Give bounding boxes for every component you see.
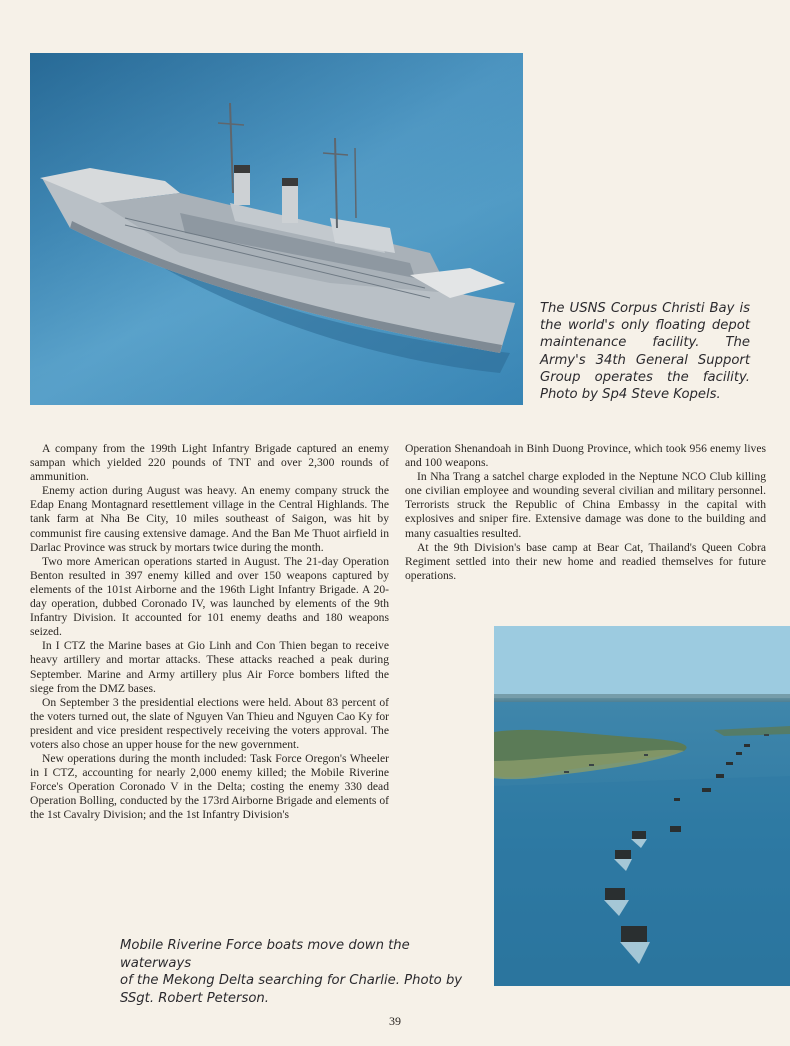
paragraph: On September 3 the presidential elections were held. About 83 percent of the voters turned out, the slate of Nguyen Van Thieu and Nguyen Cao Ky for president and vice president respectively receiving the voters approval. The voters also chose an upper house for the new government.	[30, 695, 389, 751]
ship-photo	[30, 53, 523, 405]
riverine-boats-photo	[494, 626, 790, 986]
paragraph: Enemy action during August was heavy. An enemy company struck the Edap Enang Montagnard resettlement village in the Central Highlands. The tank farm at Nha Be City, 10 miles southeast of Saigon, was hit by communist fire causing extensive damage. And the Ban Me Thuot airfield in Darlac Province was struck by mortars twice during the month.	[30, 484, 389, 554]
paragraph: Operation Shenandoah in Binh Duong Province, which took 956 enemy lives and 100 weapons.	[405, 442, 766, 470]
caption-line: SSgt. Robert Peterson.	[120, 990, 269, 1006]
caption-line: maintenance facility. The	[540, 335, 750, 351]
paragraph: A company from the 199th Light Infantry Brigade captured an enemy sampan which yielded 220 pounds of TNT and over 2,300 rounds of ammunition.	[30, 442, 389, 484]
caption-line: Group operates the facility.	[540, 369, 750, 385]
caption-line: Photo by Sp4 Steve Kopels.	[540, 387, 721, 403]
ship-photo-caption	[540, 300, 750, 403]
paragraph: Two more American operations started in August. The 21-day Operation Benton resulted in 397 enemy killed and over 150 weapons captured by elements of the 101st Airborne and the 196th Light Infantry Brigade. A 20-day operation, dubbed Coronado IV, was launched by elements of the 9th Infantry Division. It accounted for 101 enemy deaths and 180 weapons seized.	[30, 554, 389, 639]
caption-line: Mobile Riverine Force boats move down the waterways	[120, 938, 410, 971]
paragraph: New operations during the month included: Task Force Oregon's Wheeler in I CTZ, accounting for nearly 2,000 enemy killed; the Mobile Riverine Force's Operation Coronado V in the Delta; costing the enemy 330 dead Operation Bolling, conducted by the 173rd Airborne Brigade and elements of the 1st Cavalry Division; and the 1st Infantry Division's	[30, 752, 389, 822]
paragraph: At the 9th Division's base camp at Bear Cat, Thailand's Queen Cobra Regiment settled into their new home and readied themselves for future operations.	[405, 540, 766, 582]
page-number: 39	[389, 1014, 401, 1028]
riverine-illustration	[494, 626, 790, 986]
paragraph: In Nha Trang a satchel charge exploded in the Neptune NCO Club killing one civilian employee and wounding several civilian and military personnel. Terrorists struck the Republic of China Embassy in the capital with explosives and sniper fire. Extensive damage was done to the building and many casualties resulted.	[405, 470, 766, 540]
ship-illustration	[30, 53, 523, 405]
caption-line: The USNS Corpus Christi Bay is	[540, 301, 750, 316]
caption-line: Army's 34th General Support	[540, 352, 750, 368]
boats-photo-caption	[120, 937, 480, 1007]
article-right-column	[405, 442, 766, 583]
caption-line: the world's only floating depot	[540, 318, 750, 334]
article-left-column	[30, 442, 389, 823]
caption-line: of the Mekong Delta searching for Charlie. Photo by	[120, 973, 463, 989]
paragraph: In I CTZ the Marine bases at Gio Linh and Con Thien began to receive heavy artillery and mortar attacks. These attacks reached a peak during September. Marine and Army artillery plus Air Force bombers lifted the siege from the DMZ bases.	[30, 639, 389, 695]
